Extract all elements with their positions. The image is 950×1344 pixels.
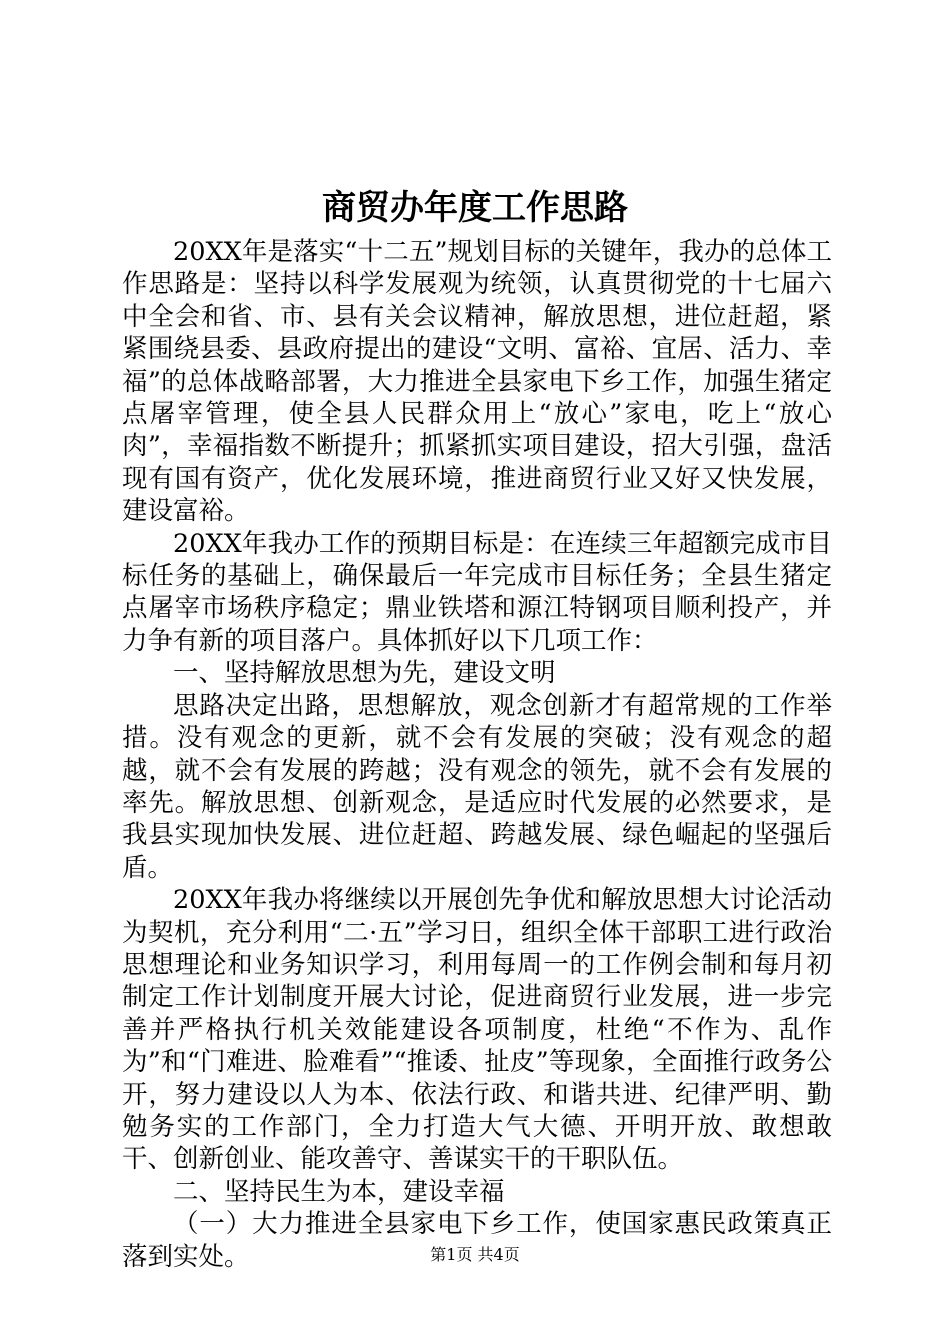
section-heading-2: 二、坚持民生为本，建设幸福: [173, 1176, 505, 1207]
page-number-footer: 第1页 共4页: [430, 1245, 520, 1264]
paragraph-expected-goals: 20XX年我办工作的预期目标是：在连续三年超额完成市目标任务的基础上，确保最后一年完成市目标任务；全县生猪定点屠宰市场秩序稳定；鼎业铁塔和源江特钢项目顺利投产，并力争有新的项目落户。具体抓好以下几项工作：: [122, 528, 832, 656]
paragraph-overall-approach: 20XX年是落实“十二五”规划目标的关键年，我办的总体工作思路是：坚持以科学发展观为统领，认真贯彻党的十七届六中全会和省、市、县有关会议精神，解放思想，进位赶超，紧紧围绕县委、县政府提出的建设“文明、富裕、宜居、活力、幸福”的总体战略部署，大力推进全县家电下乡工作，加强生猪定点屠宰管理，使全县人民群众用上“放心”家电，吃上“放心肉”，幸福指数不断提升；抓紧抓实项目建设，招大引强，盘活现有国有资产，优化发展环境，推进商贸行业又好又快发展，建设富裕。: [122, 237, 832, 527]
document-title: 商贸办年度工作思路: [322, 188, 628, 228]
paragraph-work-plan: 20XX年我办将继续以开展创先争优和解放思想大讨论活动为契机，充分利用“二·五”学习日，组织全体干部职工进行政治思想理论和业务知识学习，利用每周一的工作例会制和每月初制定工作计划制度开展大讨论，促进商贸行业发展，进一步完善并严格执行机关效能建设各项制度，杜绝“不作为、乱作为”和“门难进、脸难看”“推诿、扯皮”等现象，全面推行政务公开，努力建设以人为本、依法行政、和谐共进、纪律严明、勤勉务实的工作部门，全力打造大气大德、开明开放、敢想敢干、创新创业、能攻善守、善谋实干的干职队伍。: [122, 885, 832, 1175]
section-heading-1: 一、坚持解放思想为先，建设文明: [173, 658, 556, 689]
paragraph-thinking-liberation: 思路决定出路，思想解放，观念创新才有超常规的工作举措。没有观念的更新，就不会有发展的突破；没有观念的超越，就不会有发展的跨越；没有观念的领先，就不会有发展的率先。解放思想、创新观念，是适应时代发展的必然要求，是我县实现加快发展、进位赶超、跨越发展、绿色崛起的坚强后盾。: [122, 690, 832, 883]
subsection-heading-1: （一）大力推进全县家电下乡工作，使国家惠民政策真正落到实处。: [122, 1209, 832, 1272]
document-body: [122, 236, 832, 1273]
